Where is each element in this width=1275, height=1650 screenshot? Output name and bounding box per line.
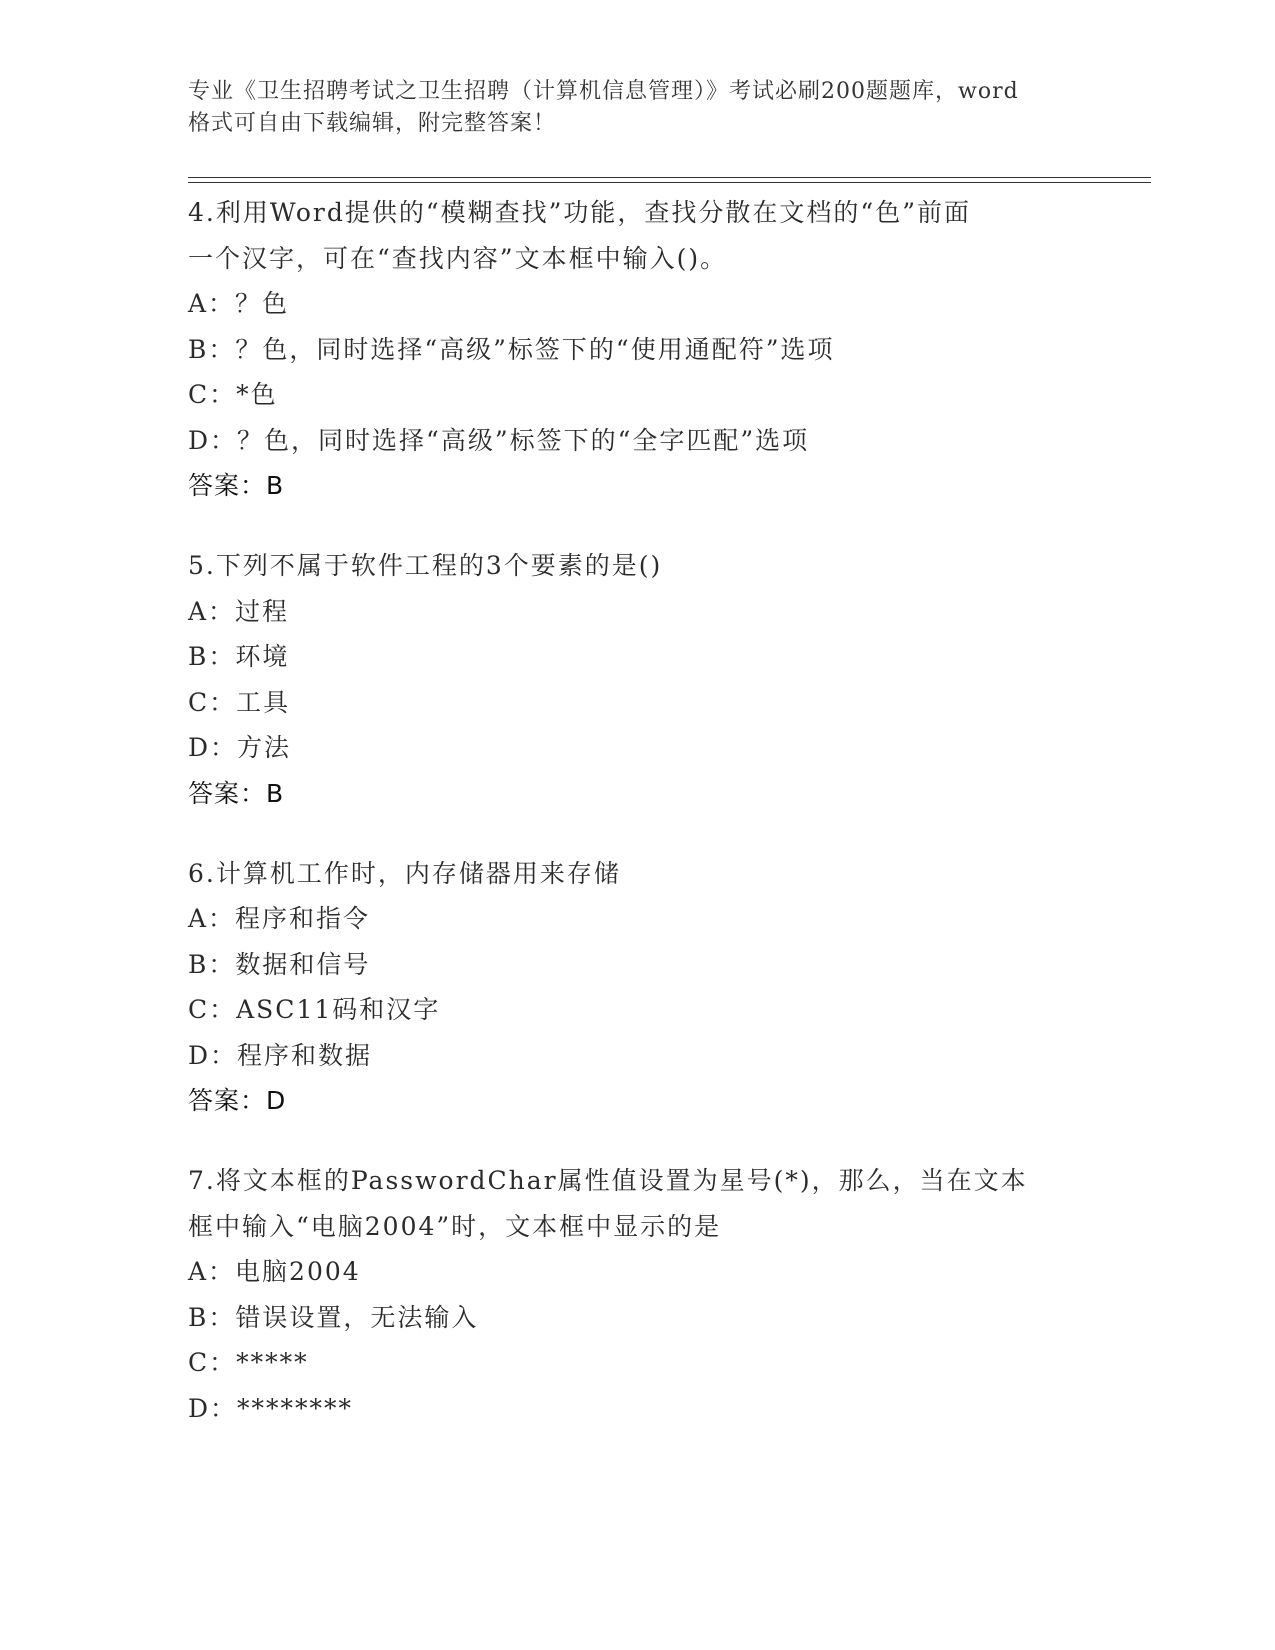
document-header — [188, 76, 1088, 140]
question-stem-line: 一个汉字，可在“查找内容”文本框中输入()。 — [188, 243, 728, 273]
option-a: A：电脑2004 — [188, 1257, 361, 1286]
option-c: C：ASC11码和汉字 — [188, 995, 441, 1024]
question-5 — [188, 543, 1088, 816]
option-b: B：数据和信号 — [188, 949, 371, 979]
answer-line: 答案：B — [188, 778, 285, 808]
header-rule-bottom — [188, 182, 1151, 183]
question-6 — [188, 851, 1088, 1124]
header-rule-top — [188, 177, 1151, 178]
option-c: C：工具 — [188, 687, 291, 717]
header-line-1: 专业《卫生招聘考试之卫生招聘（计算机信息管理）》考试必刷200题题库，word — [188, 79, 1019, 104]
option-d: D：******** — [188, 1393, 354, 1423]
question-stem-line: 6.计算机工作时，内存储器用来存储 — [188, 858, 621, 888]
answer-line: 答案：D — [188, 1086, 287, 1115]
option-a: A：？色 — [188, 289, 290, 318]
option-a: A：程序和指令 — [188, 904, 371, 933]
option-c: C：***** — [188, 1348, 309, 1377]
option-d: D：方法 — [188, 733, 292, 762]
question-stem-line: 框中输入“电脑2004”时，文本框中显示的是 — [188, 1211, 722, 1241]
question-4 — [188, 190, 1088, 508]
question-7 — [188, 1158, 1088, 1431]
option-b: B：环境 — [188, 642, 290, 671]
option-d: D：程序和数据 — [188, 1040, 373, 1070]
option-b: B：？色，同时选择“高级”标签下的“使用通配符”选项 — [188, 334, 835, 364]
answer-line: 答案：B — [188, 471, 285, 500]
header-line-2: 格式可自由下载编辑，附完整答案！ — [188, 111, 557, 136]
question-stem-line: 5.下列不属于软件工程的3个要素的是() — [188, 551, 663, 580]
question-list — [188, 190, 1088, 1466]
option-b: B：错误设置，无法输入 — [188, 1302, 479, 1332]
question-stem-line: 4.利用Word提供的“模糊查找”功能，查找分散在文档的“色”前面 — [188, 198, 971, 227]
question-stem-line: 7.将文本框的PasswordChar属性值设置为星号(*)，那么，当在文本 — [188, 1166, 1028, 1195]
option-d: D：？色，同时选择“高级”标签下的“全字匹配”选项 — [188, 425, 810, 455]
option-c: C：*色 — [188, 380, 278, 409]
option-a: A：过程 — [188, 596, 290, 626]
